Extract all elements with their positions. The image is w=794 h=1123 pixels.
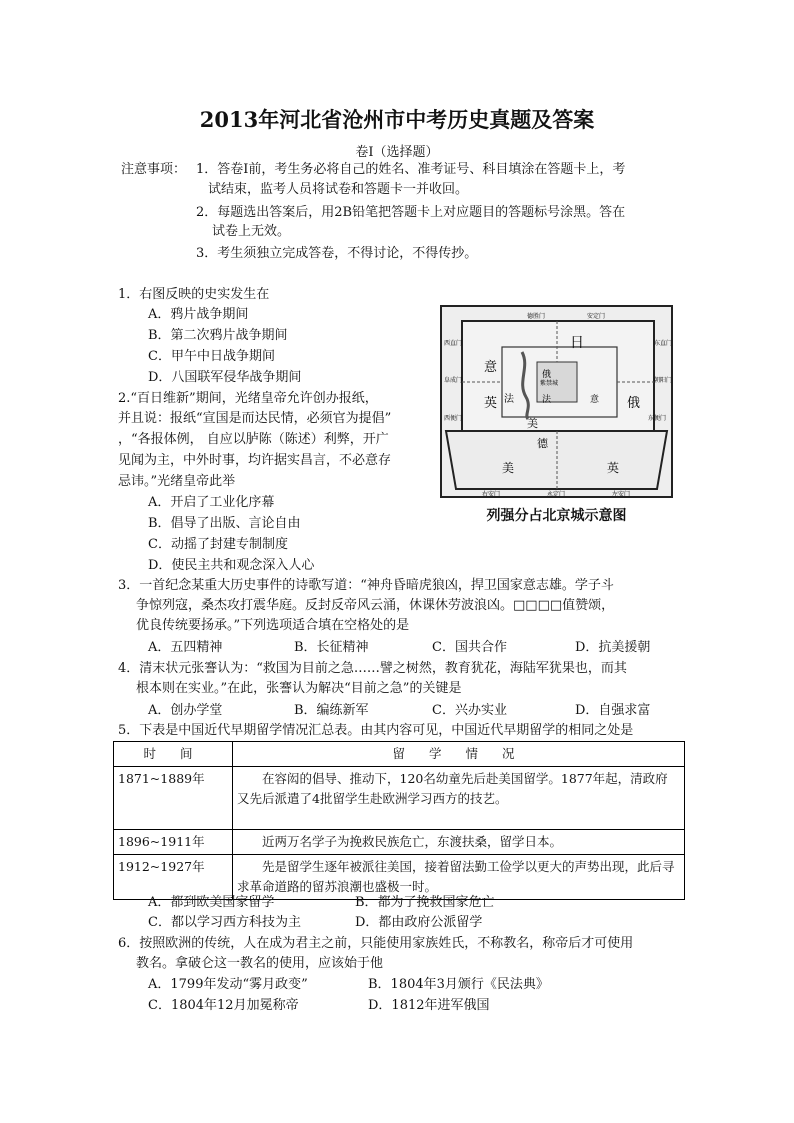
gate-label: 阜成门 bbox=[444, 377, 463, 384]
notice-label: 注意事项： bbox=[121, 162, 187, 177]
table-row bbox=[114, 830, 685, 855]
q1-option-b: B．第二次鸦片战争期间 bbox=[148, 328, 288, 343]
zone-label: 俄 bbox=[627, 396, 641, 411]
q3-line-1: 3．一首纪念某重大历史事件的诗歌写道：“神舟昏暗虎狼凶，捍卫国家意志雄。学子斗 bbox=[118, 578, 614, 593]
q1-option-a: A．鸦片战争期间 bbox=[148, 307, 249, 322]
q6-option-c: C．1804年12月加冕称帝 bbox=[148, 998, 299, 1013]
q3-option-b: B．长征精神 bbox=[294, 640, 369, 655]
q3-option-d: D．抗美援朝 bbox=[575, 640, 651, 655]
zone-label: 法 bbox=[542, 395, 552, 405]
gate-label: 西直门 bbox=[444, 340, 463, 347]
q2-line-5: 忌讳。”光绪皇帝此举 bbox=[118, 474, 236, 489]
zone-label: 美 bbox=[527, 417, 538, 430]
q1-stem: 1．右图反映的史实发生在 bbox=[118, 287, 270, 302]
table-cell-time: 1912~1927年 bbox=[114, 855, 233, 900]
gate-label: 德胜门 bbox=[527, 313, 546, 320]
table-cell-text-content: 先是留学生逐年被派往美国，接着留法勤工俭学以更大的声势出现，此后寻求革命道路的留苏浪潮也盛极一时。 bbox=[237, 859, 675, 894]
q2-option-b: B．倡导了出版、言论自由 bbox=[148, 516, 301, 531]
table-cell-time: 1896~1911年 bbox=[114, 830, 233, 855]
q3-line-2: 争惊列寇，桑杰攻打震华庭。反封反帝风云涌，休课休劳波浪凶。□□□□值赞颂， bbox=[136, 598, 615, 613]
forbidden-city-label: 紫禁城 bbox=[540, 380, 559, 387]
q4-line-1: 4．清末状元张謇认为：“救国为目前之急……譬之树然，教育犹花，海陆军犹果也，而其 bbox=[118, 661, 627, 676]
q6-line-2: 教名。拿破仑这一教名的使用，应该始于他 bbox=[136, 956, 384, 971]
q5-stem: 5．下表是中国近代早期留学情况汇总表。由其内容可见，中国近代早期留学的相同之处是 bbox=[118, 723, 634, 738]
q6-line-1: 6．按照欧洲的传统，人在成为君主之前，只能使用家族姓氏，不称教名，称帝后才可使用 bbox=[118, 936, 634, 951]
beijing-map-svg bbox=[442, 307, 671, 496]
zone-label: 意 bbox=[590, 395, 600, 405]
q4-option-b: B．编练新军 bbox=[294, 703, 369, 718]
q1-option-d: D．八国联军侵华战争期间 bbox=[148, 370, 302, 385]
q4-option-c: C．兴办实业 bbox=[432, 703, 507, 718]
q6-option-a: A．1799年发动“雾月政变” bbox=[148, 977, 308, 992]
q3-option-a: A．五四精神 bbox=[148, 640, 223, 655]
q4-option-d: D．自强求富 bbox=[575, 703, 651, 718]
table-cell-text-content: 近两万名学子为挽救民族危亡，东渡扶桑，留学日本。 bbox=[262, 834, 563, 849]
table-header-situation: 留 学 情 况 bbox=[233, 742, 685, 767]
zone-label: 俄 bbox=[542, 370, 552, 380]
study-abroad-table bbox=[113, 741, 685, 900]
q6-option-b: B．1804年3月颁行《民法典》 bbox=[368, 977, 549, 992]
q2-line-2: 并且说：报纸“宣国是而达民情，必须官为提倡” bbox=[118, 411, 392, 426]
zone-label: 日 bbox=[570, 335, 584, 351]
q5-option-d: D．都由政府公派留学 bbox=[355, 915, 483, 930]
table-row bbox=[114, 767, 685, 830]
gate-label: 安定门 bbox=[587, 313, 606, 320]
table-header-row bbox=[114, 742, 685, 767]
gate-label: 右安门 bbox=[482, 491, 501, 496]
q4-option-a: A．创办学堂 bbox=[148, 703, 223, 718]
table-cell-text bbox=[233, 767, 685, 830]
beijing-map-figure bbox=[440, 305, 673, 498]
gate-label: 永定门 bbox=[547, 491, 566, 496]
page-title: 2013年河北省沧州市中考历史真题及答案 bbox=[199, 107, 595, 132]
zone-label: 英 bbox=[484, 396, 498, 411]
notice-item-2-line-2: 试卷上无效。 bbox=[212, 224, 291, 239]
zone-label: 英 bbox=[607, 461, 620, 475]
q2-line-4: 见闻为主，中外时事，均许据实昌言，不必意存 bbox=[118, 453, 392, 468]
section-subtitle: 卷Ⅰ（选择题） bbox=[355, 145, 439, 160]
zone-label: 美 bbox=[502, 461, 515, 475]
table-header-time: 时 间 bbox=[114, 742, 233, 767]
q4-line-2: 根本则在实业。”在此，张謇认为解决“目前之急”的关键是 bbox=[136, 681, 462, 696]
zone-label: 意 bbox=[484, 360, 498, 375]
table-cell-time: 1871~1889年 bbox=[114, 767, 233, 830]
gate-label: 朝阳门 bbox=[654, 377, 671, 384]
gate-label: 左安门 bbox=[612, 491, 631, 496]
q2-line-1: 2.“百日维新”期间，光绪皇帝允许创办报纸， bbox=[118, 391, 378, 406]
notice-item-1-line-1: 1．答卷Ⅰ前，考生务必将自己的姓名、准考证号、科目填涂在答题卡上，考 bbox=[196, 162, 626, 177]
q5-option-c: C．都以学习西方科技为主 bbox=[148, 915, 301, 930]
q1-option-c: C．甲午中日战争期间 bbox=[148, 349, 275, 364]
gate-label: 东直门 bbox=[654, 340, 671, 347]
notice-item-1-line-2: 试结束，监考人员将试卷和答题卡一并收回。 bbox=[208, 182, 469, 197]
table-cell-text-content: 在容闳的倡导、推动下，120名幼童先后赴美国留学。1877年起，清政府又先后派遣了4批留学生赴欧洲学习西方的技艺。 bbox=[237, 771, 668, 806]
q5-option-b: B．都为了挽救国家危亡 bbox=[355, 895, 495, 910]
map-caption: 列强分占北京城示意图 bbox=[486, 508, 627, 524]
table-cell-text bbox=[233, 830, 685, 855]
zone-label: 德 bbox=[537, 437, 548, 450]
q5-option-a: A．都到欧美国家留学 bbox=[148, 895, 275, 910]
q3-line-3: 优良传统要扬承。”下列选项适合填在空格处的是 bbox=[136, 618, 410, 633]
q2-option-d: D．使民主共和观念深入人心 bbox=[148, 558, 315, 573]
gate-label: 东便门 bbox=[648, 415, 667, 422]
notice-item-2-line-1: 2．每题选出答案后，用2B铅笔把答题卡上对应题目的答题标号涂黑。答在 bbox=[196, 205, 626, 220]
q2-line-3: ，“各报体例， 自应以胪陈（陈述）利弊，开广 bbox=[118, 432, 389, 447]
zone-label: 法 bbox=[504, 394, 514, 405]
gate-label: 西便门 bbox=[444, 415, 463, 422]
notice-item-3: 3．考生须独立完成答卷，不得讨论，不得传抄。 bbox=[196, 246, 478, 261]
q3-option-c: C．国共合作 bbox=[432, 640, 507, 655]
q2-option-c: C．动摇了封建专制制度 bbox=[148, 537, 288, 552]
q6-option-d: D．1812年进军俄国 bbox=[368, 998, 490, 1013]
q2-option-a: A．开启了工业化序幕 bbox=[148, 495, 275, 510]
